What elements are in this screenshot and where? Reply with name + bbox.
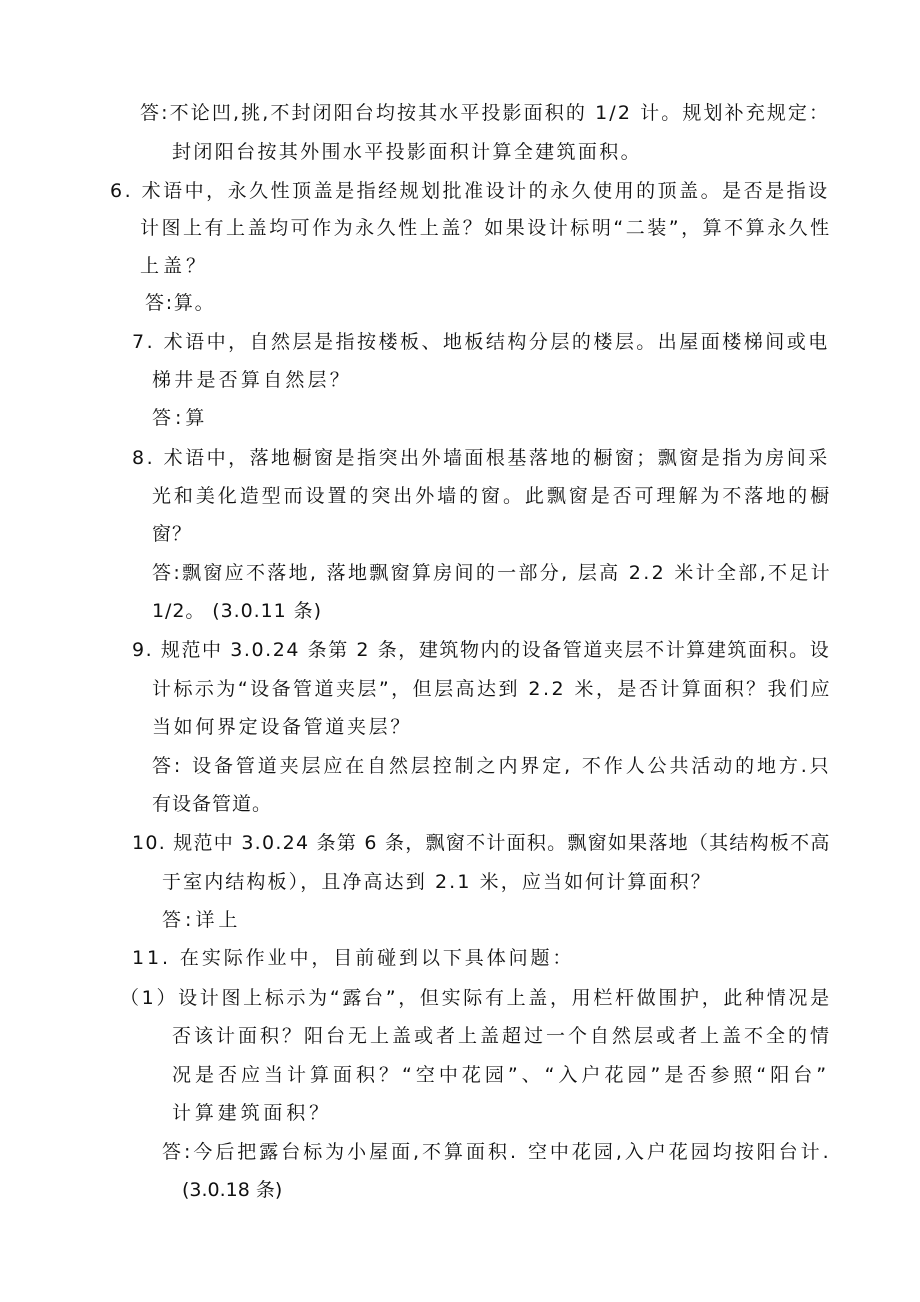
answer-8-line-1: 答:飘窗应不落地, 落地飘窗算房间的一部分, 层高 2.2 米计全部,不足计 [152, 562, 832, 584]
question-9-line-3: 当如何界定设备管道夹层？ [152, 716, 413, 738]
question-9-line-2: 计标示为“设备管道夹层”，但层高达到 2.2 米，是否计算面积？我们应 [152, 678, 832, 700]
question-11-intro: 11. 在实际作业中，目前碰到以下具体问题： [132, 947, 575, 969]
answer-6: 答:算。 [145, 292, 216, 314]
answer-balcony-line-1: 答:不论凹,挑,不封闭阳台均按其水平投影面积的 1/2 计。规划补充规定： [140, 102, 831, 124]
question-8-line-3: 窗？ [152, 523, 193, 545]
question-10-line-2: 于室内结构板），且净高达到 2.1 米，应当如何计算面积？ [162, 871, 712, 893]
question-10-line-1: 10. 规范中 3.0.24 条第 6 条，飘窗不计面积。飘窗如果落地（其结构板不高 [132, 832, 831, 854]
answer-7: 答:算 [152, 407, 209, 429]
question-11-1-line-4: 计算建筑面积？ [172, 1102, 333, 1124]
question-11-1-line-2: 否该计面积？阳台无上盖或者上盖超过一个自然层或者上盖不全的情 [172, 1025, 833, 1047]
question-6-line-3: 上盖？ [140, 255, 210, 277]
answer-11-line-1: 答:今后把露台标为小屋面,不算面积. 空中花园,入户花园均按阳台计. [162, 1141, 832, 1163]
question-6-line-2: 计图上有上盖均可作为永久性上盖？如果设计标明“二装”，算不算永久性 [140, 217, 832, 239]
question-11-1-line-1: （1）设计图上标示为“露台”，但实际有上盖，用栏杆做围护，此种情况是 [120, 987, 832, 1009]
answer-10: 答:详上 [162, 909, 242, 931]
answer-balcony-line-2: 封闭阳台按其外围水平投影面积计算全建筑面积。 [172, 141, 643, 163]
question-7-line-1: 7. 术语中，自然层是指按楼板、地板结构分层的楼层。出屋面楼梯间或电 [132, 331, 830, 353]
question-11-1-line-3: 况是否应当计算面积？“空中花园”、“入户花园”是否参照“阳台” [172, 1064, 831, 1086]
question-8-line-1: 8. 术语中，落地橱窗是指突出外墙面根基落地的橱窗；飘窗是指为房间采 [132, 447, 830, 469]
question-9-line-1: 9. 规范中 3.0.24 条第 2 条，建筑物内的设备管道夹层不计算建筑面积。设 [132, 639, 831, 661]
answer-9-line-1: 答: 设备管道夹层应在自然层控制之内界定, 不作人公共活动的地方.只 [152, 755, 832, 777]
question-7-line-2: 梯井是否算自然层？ [152, 369, 353, 391]
answer-11-line-2: (3.0.18 条) [182, 1179, 283, 1201]
answer-8-line-2: 1/2。 (3.0.11 条) [152, 600, 322, 622]
answer-9-line-2: 有设备管道。 [152, 793, 273, 815]
question-8-line-2: 光和美化造型而设置的突出外墙的窗。此飘窗是否可理解为不落地的橱 [152, 485, 833, 507]
question-6-line-1: 6. 术语中，永久性顶盖是指经规划批准设计的永久使用的顶盖。是否是指设 [110, 180, 830, 202]
